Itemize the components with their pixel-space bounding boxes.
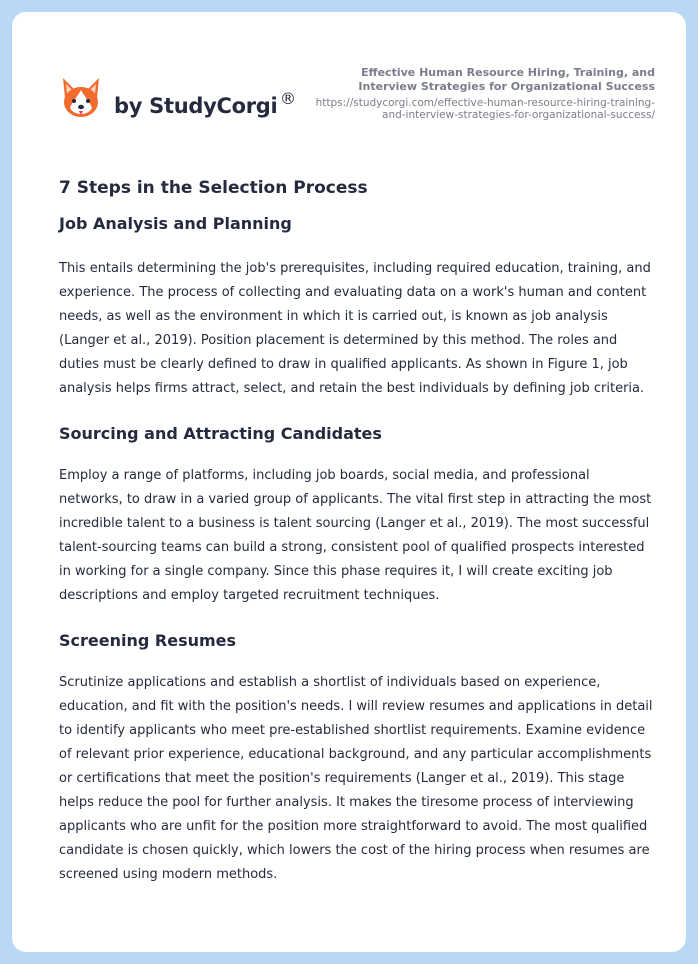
registered-mark: ® bbox=[280, 89, 296, 108]
section-heading: Job Analysis and Planning bbox=[59, 214, 292, 233]
document-meta bbox=[305, 66, 655, 121]
document-url[interactable]: https://studycorgi.com/effective-human-resource-hiring-training-and-interview-strategies-for-organizational-success/ bbox=[315, 97, 655, 121]
studycorgi-logo[interactable] bbox=[60, 76, 310, 126]
article-content bbox=[59, 174, 655, 887]
section-paragraph: This entails determining the job's prerequisites, including required education, training, and experience. The process of collecting and evaluating data on a work's human and content needs, as well as the environment in which it is carried out, is known as job analysis (Langer et al., 2019). Position placement is determined by this method. The roles and duties must be clearly defined to draw in qualified applicants. As shown in Figure 1, job analysis helps firms attract, select, and retain the best individuals by defining job criteria. bbox=[59, 261, 651, 396]
section-paragraph: Scrutinize applications and establish a shortlist of individuals based on experience, education, and fit with the position's needs. I will review resumes and applications in detail to identify applicants who meet pre-established shortlist requirements. Examine evidence of relevant prior experience, educational background, and any particular accomplishments or certifications that meet the position's requirements (Langer et al., 2019). This stage helps reduce the pool for further analysis. It makes the tiresome process of interviewing applicants who are unfit for the position more straightforward to avoid. The most qualified candidate is chosen quickly, which lowers the cost of the hiring process when resumes are screened using modern methods. bbox=[59, 675, 653, 882]
page-title: 7 Steps in the Selection Process bbox=[59, 178, 368, 198]
logo-text: by StudyCorgi bbox=[114, 94, 278, 118]
document-page bbox=[12, 12, 686, 952]
page-header bbox=[12, 12, 686, 152]
section-paragraph: Employ a range of platforms, including job boards, social media, and professional networks, to draw in a varied group of applicants. The vital first step in attracting the most incredible talent to a business is talent sourcing (Langer et al., 2019). The most successful talent-sourcing teams can build a strong, consistent pool of qualified prospects interested in working for a single company. Since this phase requires it, I will create exciting job descriptions and employ targeted recruitment techniques. bbox=[59, 468, 652, 603]
section-heading: Screening Resumes bbox=[59, 631, 237, 650]
section-heading: Sourcing and Attracting Candidates bbox=[59, 424, 382, 443]
document-title: Effective Human Resource Hiring, Training, and Interview Strategies for Organizational Success bbox=[358, 66, 655, 93]
corgi-logo-icon bbox=[60, 76, 102, 122]
